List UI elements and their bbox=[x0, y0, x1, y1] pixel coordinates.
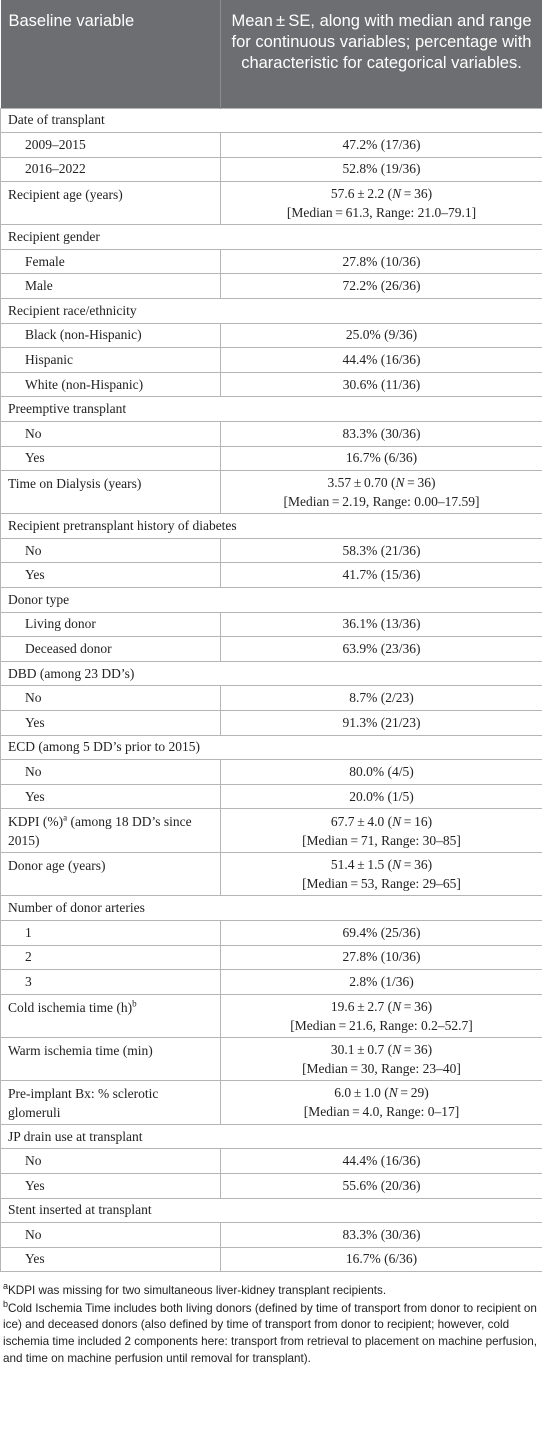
row-label: No bbox=[1, 1223, 221, 1248]
row-value: 91.3% (21/23) bbox=[221, 710, 542, 735]
row-value: 51.4 ± 1.5 (N = 36) [Median = 53, Range: 29–65] bbox=[221, 853, 542, 896]
section-label: Stent inserted at transplant bbox=[1, 1198, 542, 1223]
table-row bbox=[1, 299, 542, 324]
table-row bbox=[1, 397, 542, 422]
row-value: 52.8% (19/36) bbox=[221, 157, 542, 182]
table-row bbox=[1, 945, 542, 970]
table-row bbox=[1, 514, 542, 539]
table-row bbox=[1, 323, 542, 348]
row-value: 8.7% (2/23) bbox=[221, 686, 542, 711]
row-value: 57.6 ± 2.2 (N = 36) [Median = 61.3, Range: 21.0–79.1] bbox=[221, 182, 542, 225]
row-value: 69.4% (25/36) bbox=[221, 920, 542, 945]
row-label: No bbox=[1, 686, 221, 711]
row-value: 44.4% (16/36) bbox=[221, 348, 542, 373]
table-row bbox=[1, 249, 542, 274]
table-row bbox=[1, 784, 542, 809]
row-value: 27.8% (10/36) bbox=[221, 249, 542, 274]
row-value: 16.7% (6/36) bbox=[221, 1247, 542, 1272]
table-header-row bbox=[1, 0, 542, 108]
table-row bbox=[1, 372, 542, 397]
section-label: Recipient race/ethnicity bbox=[1, 299, 542, 324]
row-value: 58.3% (21/36) bbox=[221, 538, 542, 563]
footnote-b: $^b$Cold Ischemia Time includes both living donors (defined by time of transport from donor to recipient on ice) and deceased donors (also defined by time of transport from donor to recipient; however, cold ischemia time included 2 components here: transport from retrieval to placement on machine perfusion, and time on machine perfusion until removal for transplant). bbox=[3, 1298, 537, 1365]
section-label: Preemptive transplant bbox=[1, 397, 542, 422]
section-label: Donor type bbox=[1, 588, 542, 613]
header-baseline-variable: Baseline variable bbox=[1, 0, 221, 108]
table-row bbox=[1, 1223, 542, 1248]
row-label: 2016–2022 bbox=[1, 157, 221, 182]
row-label: Yes bbox=[1, 710, 221, 735]
row-value: 25.0% (9/36) bbox=[221, 323, 542, 348]
row-label: 1 bbox=[1, 920, 221, 945]
table-row bbox=[1, 853, 542, 896]
table-row bbox=[1, 1037, 542, 1080]
row-label: White (non-Hispanic) bbox=[1, 372, 221, 397]
table-row bbox=[1, 920, 542, 945]
table-row bbox=[1, 735, 542, 760]
table-row bbox=[1, 710, 542, 735]
row-label: 2 bbox=[1, 945, 221, 970]
section-label: ECD (among 5 DD’s prior to 2015) bbox=[1, 735, 542, 760]
table-row bbox=[1, 760, 542, 785]
row-value: 27.8% (10/36) bbox=[221, 945, 542, 970]
row-value: 41.7% (15/36) bbox=[221, 563, 542, 588]
row-label: Female bbox=[1, 249, 221, 274]
section-label: JP drain use at transplant bbox=[1, 1124, 542, 1149]
table-row bbox=[1, 970, 542, 995]
row-value: 6.0 ± 1.0 (N = 29) [Median = 4.0, Range: 0–17] bbox=[221, 1080, 542, 1124]
row-value: 72.2% (26/36) bbox=[221, 274, 542, 299]
row-value: 83.3% (30/36) bbox=[221, 422, 542, 447]
row-label: No bbox=[1, 538, 221, 563]
row-label: Warm ischemia time (min) bbox=[1, 1037, 221, 1080]
section-label: Recipient gender bbox=[1, 225, 542, 250]
row-value: 55.6% (20/36) bbox=[221, 1173, 542, 1198]
row-label: Donor age (years) bbox=[1, 853, 221, 896]
table-row bbox=[1, 809, 542, 853]
table-row bbox=[1, 157, 542, 182]
row-value: 2.8% (1/36) bbox=[221, 970, 542, 995]
row-label: No bbox=[1, 760, 221, 785]
table-row bbox=[1, 225, 542, 250]
row-value: 47.2% (17/36) bbox=[221, 133, 542, 158]
section-label: Number of donor arteries bbox=[1, 896, 542, 921]
table-row bbox=[1, 588, 542, 613]
table-row bbox=[1, 994, 542, 1037]
table-row bbox=[1, 1247, 542, 1272]
table-row bbox=[1, 182, 542, 225]
row-label: No bbox=[1, 1149, 221, 1174]
row-label: Yes bbox=[1, 446, 221, 471]
table-row bbox=[1, 1124, 542, 1149]
table-row bbox=[1, 661, 542, 686]
row-value: 63.9% (23/36) bbox=[221, 637, 542, 662]
footnote-marker: b bbox=[3, 1298, 9, 1309]
table-row bbox=[1, 612, 542, 637]
table-row bbox=[1, 133, 542, 158]
row-label: KDPI (%)$^a$ (among 18 DD’s since 2015) bbox=[1, 809, 221, 853]
table-row bbox=[1, 538, 542, 563]
table-row bbox=[1, 1080, 542, 1124]
row-label: Yes bbox=[1, 1247, 221, 1272]
row-value: 16.7% (6/36) bbox=[221, 446, 542, 471]
table-row bbox=[1, 686, 542, 711]
row-label: Deceased donor bbox=[1, 637, 221, 662]
footnote-marker: b bbox=[132, 998, 137, 1009]
row-label: Pre-implant Bx: % sclerotic glomeruli bbox=[1, 1080, 221, 1124]
row-label: Cold ischemia time $(h)^b$ bbox=[1, 994, 221, 1037]
row-value: 19.6 ± 2.7 (N = 36) [Median = 21.6, Range: 0.2–52.7] bbox=[221, 994, 542, 1037]
table-row bbox=[1, 108, 542, 133]
row-label: Yes bbox=[1, 563, 221, 588]
footnote-marker: a bbox=[3, 1281, 9, 1292]
table-row bbox=[1, 471, 542, 514]
row-value: 20.0% (1/5) bbox=[221, 784, 542, 809]
row-label: 3 bbox=[1, 970, 221, 995]
row-label: Yes bbox=[1, 784, 221, 809]
table-row bbox=[1, 563, 542, 588]
table-row bbox=[1, 348, 542, 373]
row-label: Time on Dialysis (years) bbox=[1, 471, 221, 514]
row-label: Yes bbox=[1, 1173, 221, 1198]
table-row bbox=[1, 1198, 542, 1223]
row-label: Recipient age (years) bbox=[1, 182, 221, 225]
row-value: 30.1 ± 0.7 (N = 36) [Median = 30, Range: 23–40] bbox=[221, 1037, 542, 1080]
header-statistics: Mean ± SE, along with median and range for continuous variables; percentage with characteristic for categorical variables. bbox=[221, 0, 542, 108]
table-row bbox=[1, 1173, 542, 1198]
row-value: 83.3% (30/36) bbox=[221, 1223, 542, 1248]
table-row bbox=[1, 446, 542, 471]
table-row bbox=[1, 896, 542, 921]
row-label: No bbox=[1, 422, 221, 447]
row-value: 36.1% (13/36) bbox=[221, 612, 542, 637]
footnote-marker: a bbox=[63, 812, 68, 823]
row-value: 44.4% (16/36) bbox=[221, 1149, 542, 1174]
table-row bbox=[1, 274, 542, 299]
row-label: 2009–2015 bbox=[1, 133, 221, 158]
row-label: Living donor bbox=[1, 612, 221, 637]
row-value: 80.0% (4/5) bbox=[221, 760, 542, 785]
row-value: 67.7 ± 4.0 (N = 16) [Median = 71, Range: 30–85] bbox=[221, 809, 542, 853]
table-row bbox=[1, 422, 542, 447]
section-label: DBD (among 23 DD’s) bbox=[1, 661, 542, 686]
row-value: 3.57 ± 0.70 (N = 36) [Median = 2.19, Range: 0.00–17.59] bbox=[221, 471, 542, 514]
section-label: Recipient pretransplant history of diabetes bbox=[1, 514, 542, 539]
row-label: Hispanic bbox=[1, 348, 221, 373]
section-label: Date of transplant bbox=[1, 108, 542, 133]
row-label: Male bbox=[1, 274, 221, 299]
row-label: Black (non-Hispanic) bbox=[1, 323, 221, 348]
footnote-a: $^a$KDPI was missing for two simultaneous liver-kidney transplant recipients. bbox=[3, 1281, 387, 1298]
row-value: 30.6% (11/36) bbox=[221, 372, 542, 397]
table-footnotes bbox=[0, 1272, 542, 1367]
table-row bbox=[1, 1149, 542, 1174]
table-row bbox=[1, 637, 542, 662]
